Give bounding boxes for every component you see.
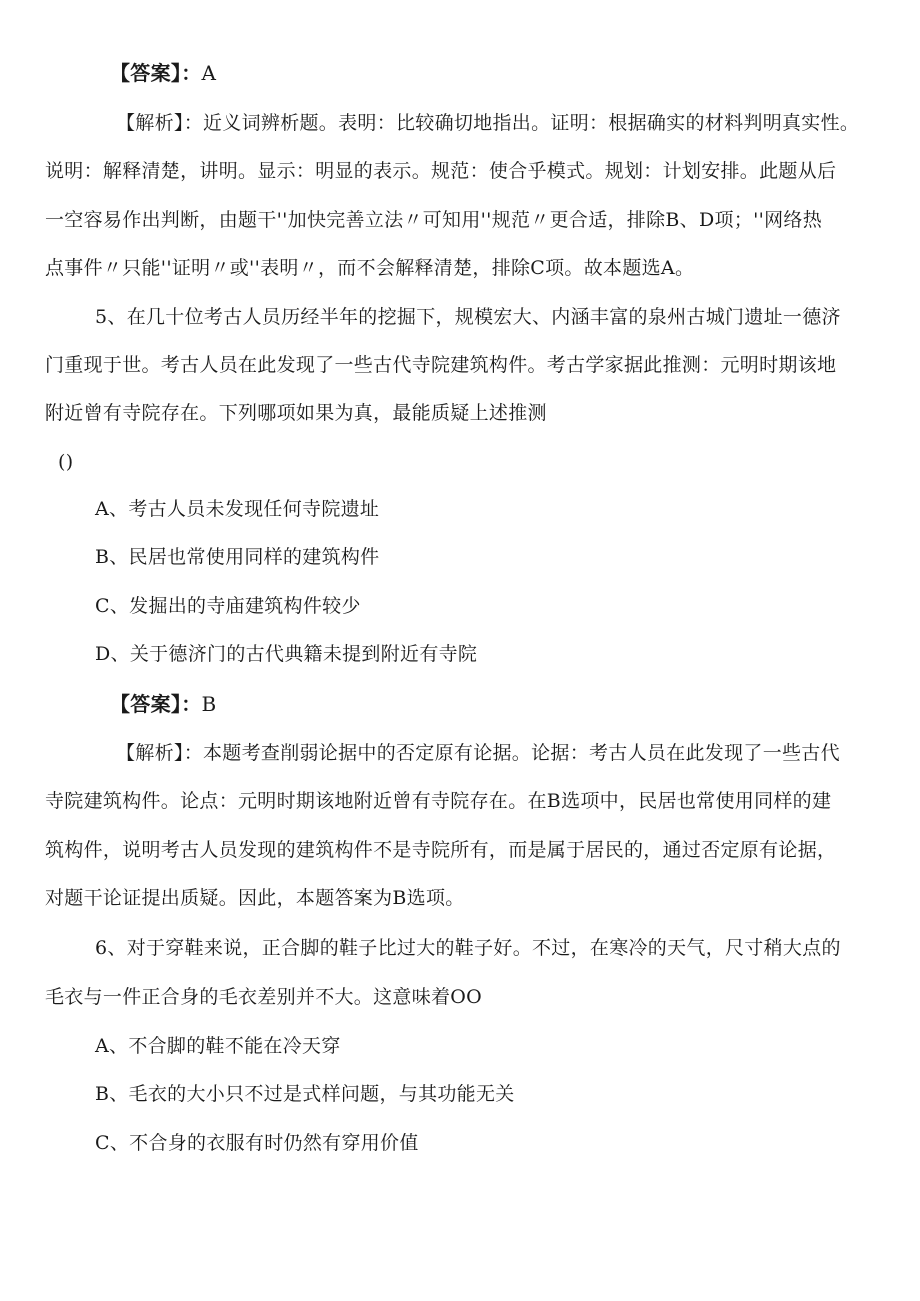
option-d: D、关于德济门的古代典籍未提到附近有寺院 bbox=[95, 643, 478, 665]
analysis-line: 寺院建筑构件。论点：元明时期该地附近曾有寺院存在。在B选项中，民居也常使用同样的建 bbox=[45, 790, 832, 812]
option-a: A、考古人员未发现任何寺院遗址 bbox=[95, 498, 380, 520]
answer-line bbox=[110, 692, 217, 716]
option-c: C、发掘出的寺庙建筑构件较少 bbox=[95, 595, 361, 617]
option-c: C、不合身的衣服有时仍然有穿用价值 bbox=[95, 1132, 419, 1154]
question-stem-line: 附近曾有寺院存在。下列哪项如果为真，最能质疑上述推测 bbox=[45, 402, 547, 424]
question-stem-line: 门重现于世。考古人员在此发现了一些古代寺院建筑构件。考古学家据此推测：元明时期该地 bbox=[45, 354, 837, 376]
option-b: B、民居也常使用同样的建筑构件 bbox=[95, 546, 380, 568]
answer-value: A bbox=[201, 61, 217, 85]
analysis-line: 【解析】：本题考查削弱论据中的否定原有论据。论据：考古人员在此发现了一些古代 bbox=[116, 742, 840, 764]
analysis-line: 说明：解释清楚，讲明。显示：明显的表示。规范：使合乎模式。规划：计划安排。此题从后 bbox=[45, 160, 837, 182]
analysis-line: 【解析】：近义词辨析题。表明：比较确切地指出。证明：根据确实的材料判明真实性。 bbox=[116, 112, 860, 134]
answer-value: B bbox=[201, 692, 217, 716]
question-blank: () bbox=[58, 451, 74, 473]
analysis-line: 筑构件，说明考古人员发现的建筑构件不是寺院所有，而是属于居民的，通过否定原有论据， bbox=[45, 839, 837, 861]
analysis-line: 一空容易作出判断，由题干''加快完善立法〃可知用''规范〃更合适，排除B、D项；''网络热 bbox=[45, 209, 823, 231]
option-b: B、毛衣的大小只不过是式样问题，与其功能无关 bbox=[95, 1083, 515, 1105]
option-a: A、不合脚的鞋不能在冷天穿 bbox=[95, 1035, 341, 1057]
question-stem-line: 5、在几十位考古人员历经半年的挖掘下，规模宏大、内涵丰富的泉州古城门遗址一德济 bbox=[95, 306, 841, 328]
analysis-line: 点事件〃只能''证明〃或''表明〃，而不会解释清楚，排除C项。故本题选A。 bbox=[45, 257, 695, 279]
question-stem-line: 毛衣与一件正合身的毛衣差别并不大。这意味着OO bbox=[45, 986, 483, 1008]
question-stem-line: 6、对于穿鞋来说，正合脚的鞋子比过大的鞋子好。不过，在寒冷的天气，尺寸稍大点的 bbox=[95, 937, 841, 959]
answer-label: 【答案】： bbox=[110, 61, 202, 85]
analysis-line: 对题干论证提出质疑。因此，本题答案为B选项。 bbox=[45, 887, 465, 909]
answer-label: 【答案】： bbox=[110, 692, 202, 716]
answer-line bbox=[110, 61, 216, 85]
